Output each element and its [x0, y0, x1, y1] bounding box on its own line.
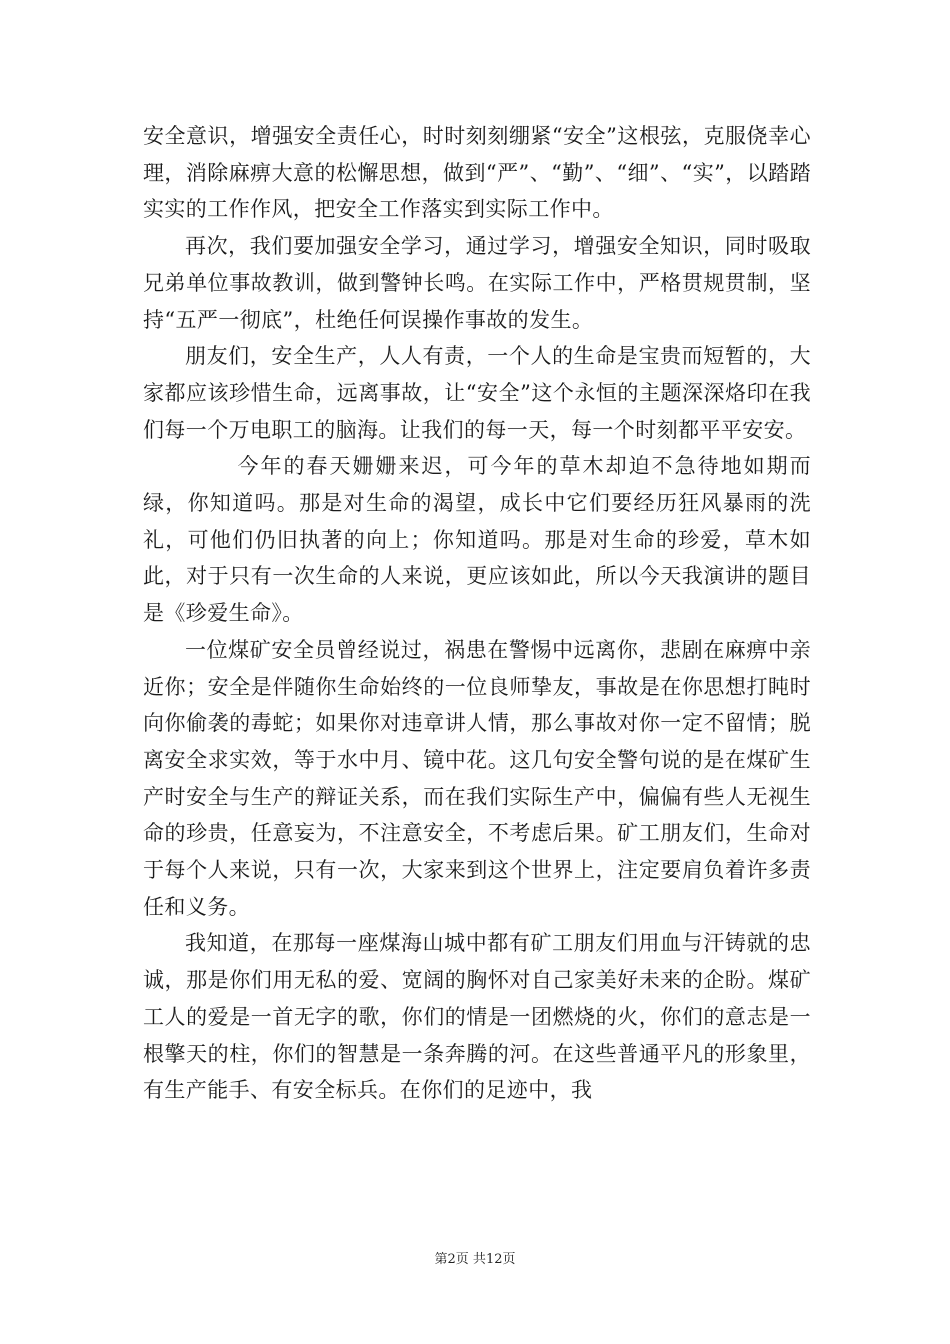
footer-prefix: 第: [434, 1252, 448, 1267]
paragraph-1: 安全意识，增强安全责任心，时时刻刻绷紧“安全”这根弦，克服侥幸心理，消除麻痹大意的松懈思想，做到“严”、“勤”、“细”、“实”，以踏踏实实的工作作风，把安全工作落实到实际工作中。: [143, 124, 811, 222]
paragraph-4: 今年的春天姗姗来迟，可今年的草木却迫不急待地如期而绿，你知道吗。那是对生命的渴望，成长中它们要经历狂风暴雨的洗礼，可他们仍旧执著的向上；你知道吗。那是对生命的珍爱，草木如此，对于只有一次生命的人来说，更应该如此，所以今天我演讲的题目是《珍爱生命》。: [143, 454, 811, 626]
paragraph-5: 一位煤矿安全员曾经说过，祸患在警惕中远离你，悲剧在麻痹中亲近你；安全是伴随你生命始终的一位良师挚友，事故是在你思想打盹时向你偷袭的毒蛇；如果你对违章讲人情，那么事故对你一定不留情；脱离安全求实效，等于水中月、镜中花。这几句安全警句说的是在煤矿生产时安全与生产的辩证关系，而在我们实际生产中，偏偏有些人无视生命的珍贵，任意妄为，不注意安全，不考虑后果。矿工朋友们，生命对于每个人来说，只有一次，大家来到这个世界上，注定要肩负着许多责任和义务。: [143, 637, 811, 919]
footer-current-page: 2: [447, 1252, 456, 1267]
footer-suffix: 页: [502, 1252, 516, 1267]
footer-middle: 页 共: [455, 1252, 486, 1267]
paragraph-6: 我知道，在那每一座煤海山城中都有矿工朋友们用血与汗铸就的忠诚，那是你们用无私的爱、宽阔的胸怀对自己家美好未来的企盼。煤矿工人的爱是一首无字的歌，你们的情是一团燃烧的火，你们的意志是一根擎天的柱，你们的智慧是一条奔腾的河。在这些普通平凡的形象里，有生产能手、有安全标兵。在你们的足迹中，我: [143, 931, 811, 1103]
paragraph-2: 再次，我们要加强安全学习，通过学习，增强安全知识，同时吸取兄弟单位事故教训，做到警钟长鸣。在实际工作中，严格贯规贯制，坚持“五严一彻底”，杜绝任何误操作事故的发生。: [143, 234, 811, 332]
page-number-footer: [0, 1248, 950, 1267]
paragraph-3: 朋友们，安全生产，人人有责，一个人的生命是宝贵而短暂的，大家都应该珍惜生命，远离事故，让“安全”这个永恒的主题深深烙印在我们每一个万电职工的脑海。让我们的每一天，每一个时刻都平平安安。: [143, 344, 811, 442]
footer-total-pages: 12: [485, 1252, 503, 1267]
document-body: [143, 118, 811, 1109]
